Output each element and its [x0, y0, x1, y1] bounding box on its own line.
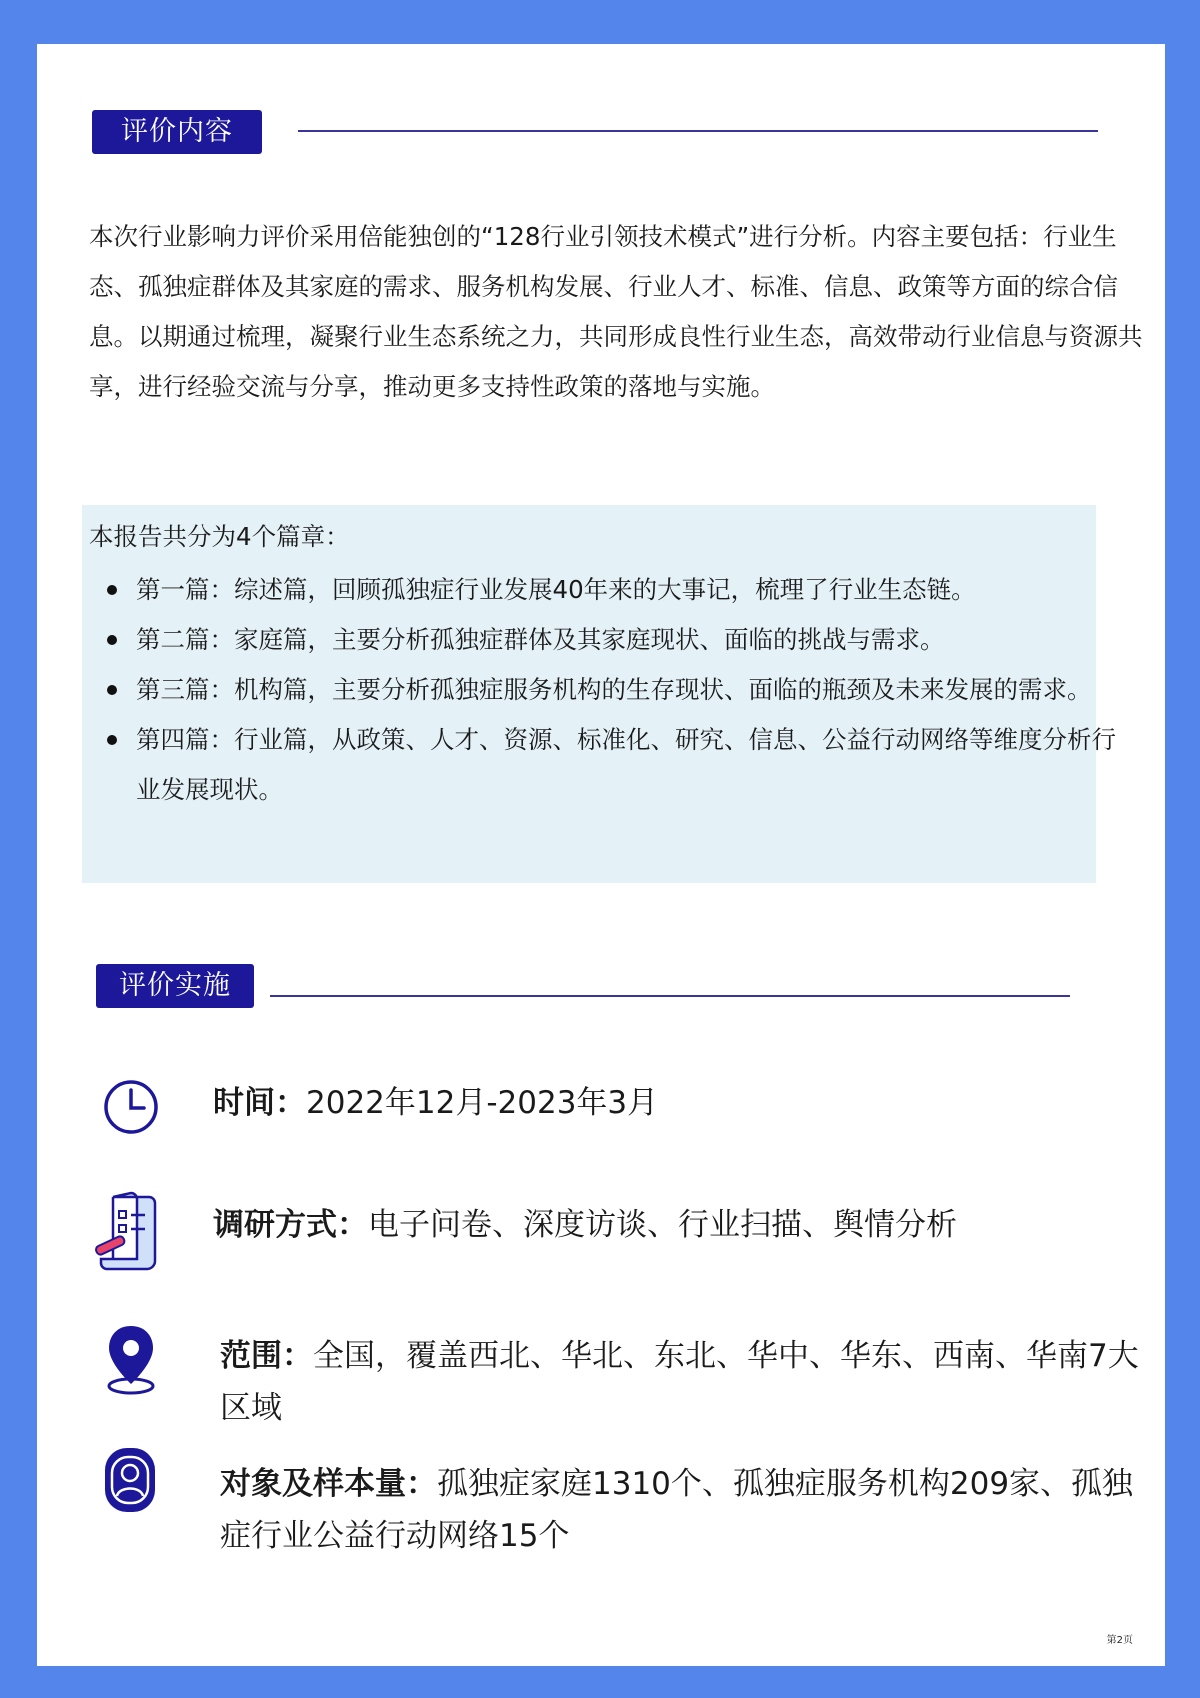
scope-text: [220, 1330, 1160, 1434]
chapters-panel: [82, 505, 1116, 883]
report-page: [37, 44, 1165, 1666]
time-value: 2022年12月-2023年3月: [306, 1085, 659, 1121]
scope-label: 范围：: [220, 1338, 313, 1374]
chapters-list: [82, 565, 1136, 815]
method-value: 电子问卷、深度访谈、行业扫描、舆情分析: [368, 1207, 957, 1243]
list-item: 第四篇：行业篇，从政策、人才、资源、标准化、研究、信息、公益行动网络等维度分析行业发展现状。: [136, 715, 1136, 815]
list-item: 第二篇：家庭篇，主要分析孤独症群体及其家庭现状、面临的挑战与需求。: [136, 615, 1136, 665]
section-divider: [298, 130, 1098, 132]
time-text: [213, 1077, 1113, 1129]
section-divider: [270, 995, 1070, 997]
scope-value: 全国，覆盖西北、华北、东北、华中、华东、西南、华南7大区域: [220, 1338, 1139, 1426]
chapters-lead: 本报告共分为4个篇章：: [89, 522, 350, 551]
section-title-evaluation-content: 评价内容: [92, 110, 262, 154]
survey-icon: [93, 1191, 163, 1275]
method-label: 调研方式：: [213, 1207, 368, 1243]
sample-text: [220, 1458, 1160, 1562]
intro-paragraph: 本次行业影响力评价采用倍能独创的“128行业引领技术模式”进行分析。内容主要包括：行业生态、孤独症群体及其家庭的需求、服务机构发展、行业人才、标准、信息、政策等方面的综合信息。以期通过梳理，凝聚行业生态系统之力，共同形成良性行业生态，高效带动行业信息与资源共享，进行经验交流与分享，推动更多支持性政策的落地与实施。: [89, 222, 1143, 401]
list-item: 第三篇：机构篇，主要分析孤独症服务机构的生存现状、面临的瓶颈及未来发展的需求。: [136, 665, 1136, 715]
time-label: 时间：: [213, 1085, 306, 1121]
sample-value: 孤独症家庭1310个、孤独症服务机构209家、孤独症行业公益行动网络15个: [220, 1466, 1134, 1554]
page-number: 第2页: [1106, 1635, 1133, 1646]
section-title-evaluation-implementation: 评价实施: [96, 964, 254, 1008]
sample-label: 对象及样本量：: [220, 1466, 437, 1502]
user-badge-icon: [101, 1442, 159, 1520]
method-text: [213, 1199, 1133, 1251]
location-pin-icon: [103, 1322, 159, 1398]
list-item: 第一篇：综述篇，回顾孤独症行业发展40年来的大事记，梳理了行业生态链。: [136, 565, 1136, 615]
clock-icon: [103, 1070, 159, 1144]
